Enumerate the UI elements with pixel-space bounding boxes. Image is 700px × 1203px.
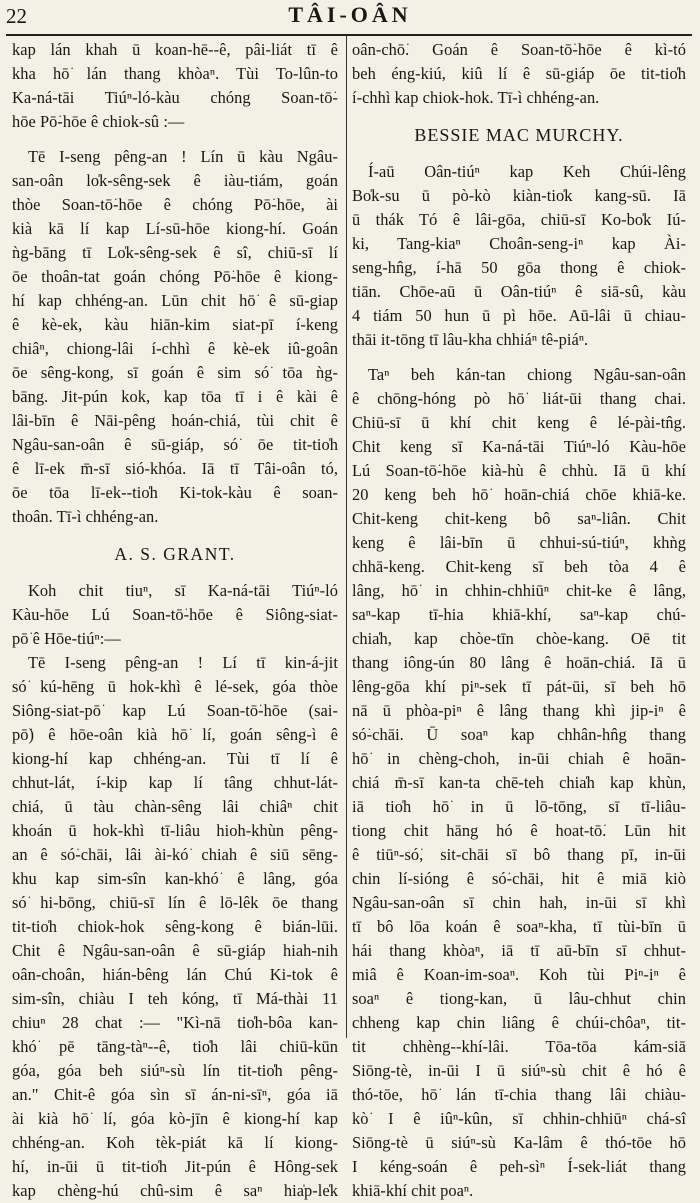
- text-line: ài kià hō͘ lí, góa kò-jīn ê kiong-hí kap: [12, 1109, 338, 1128]
- text-line: só͘-chāi. Ū soaⁿ kap chhân-hn̂g thang: [352, 725, 686, 744]
- text-line: tiong chit hāng hó ê hoat-tō͘. Lūn hit: [352, 821, 686, 840]
- text-line: hō͘ in chèng-choh, in-ūi chiah ê hoān-: [352, 749, 686, 768]
- header-rule: [6, 34, 692, 36]
- text-line: an." Chit-ê góa sìn sī án-ni-sīⁿ, góa iā: [12, 1085, 338, 1104]
- text-line: hōe Pō͘-hōe ê chiok-sû :—: [12, 112, 185, 131]
- text-line: lâng, hō͘ in chhin-chhiūⁿ chit-ke ê lâng,: [352, 581, 686, 600]
- text-line: pō͘) ê hōe-oân kià hō͘ lí, goán sêng-ì ê: [12, 725, 338, 744]
- text-line: kha hō͘ lán thang khòaⁿ. Tùi To-lûn-to: [12, 64, 338, 83]
- page-number: 22: [6, 4, 27, 28]
- text-line: Siōng-tè, in-ūi I ū siúⁿ-sù chit ê hó ê: [352, 1061, 686, 1080]
- text-line: chheng kap chin liâng ê chúi-chôaⁿ, tit-: [352, 1013, 686, 1032]
- text-line: Bo̍k-su ū pò-kò kiàn-tio̍k kang-sū. Iā: [352, 186, 686, 205]
- text-line: ōe thoân-tat goán chóng Pō͘-hōe ê kiong-: [12, 267, 338, 286]
- text-line: chiá m̄-sī kan-ta chē-teh chia̍h kap khùn,: [352, 773, 686, 792]
- text-line: lêng-gōa khí piⁿ-sek tī pát-ūi, sī beh hō͘: [352, 677, 686, 696]
- signature-line: BESSIE MAC MURCHY.: [414, 125, 624, 145]
- text-line: chiuⁿ 28 chat :— "Kì-nā tio̍h-bôa kan-: [12, 1013, 338, 1032]
- text-line: khiā-khí chit poaⁿ.: [352, 1181, 474, 1200]
- text-line: thoân. Tī-ì chhéng-an.: [12, 507, 159, 526]
- text-line: chiâⁿ, chiong-lâi í-chhì ê kè-ek iû-goân: [12, 339, 338, 358]
- text-line: thòe Soan-tō͘-hōe ê chóng Pō͘-hōe, ài: [12, 195, 338, 214]
- text-line: ū thák Tó ê lâi-gōa, chiū-sī Ko-bo̍k Iú-: [352, 210, 686, 229]
- text-line: hí, in-ūi ū tit-tio̍h Jit-pún ê Hông-sek: [12, 1157, 338, 1176]
- text-line: kiong-hí kap chhéng-an. Tùi tī lí ê: [12, 749, 338, 768]
- text-line: chhā-keng. Chit-keng sī beh tòa 4 ê: [352, 557, 686, 576]
- running-title: TÂI-OÂN: [288, 2, 412, 27]
- text-line: ǹg-bāng tī Lo̍k-sêng-sek ê sî, chiū-sī lí: [12, 243, 338, 262]
- text-line: Ka-ná-tāi Tiúⁿ-ló-kàu chóng Soan-tō͘-: [12, 88, 338, 107]
- text-line: tit chhèng--khí-lâi. Tōa-tōa kám-siā: [352, 1037, 686, 1056]
- text-line: khu kap sim-sîn kan-khó͘ ê lâng, góa: [12, 869, 338, 888]
- text-line: oân-chō͘. Goán ê Soan-tō͘-hōe ê kì-tó: [352, 40, 686, 59]
- text-line: í-chhì kap chiok-hok. Tī-ì chhéng-an.: [352, 88, 600, 107]
- text-line: Tē I-seng pêng-an ! Lí tī kin-á-jit: [28, 653, 338, 672]
- text-line: miâ ê Koan-im-soaⁿ. Koh tùi Piⁿ-iⁿ ê: [352, 965, 686, 984]
- text-line: Siōng-tè ū siúⁿ-sù Ka-lâm ê thó-tōe hō͘: [352, 1133, 686, 1152]
- text-line: Lú Soan-tō͘-hōe kià-hù ê chhù. Iā ū khí: [352, 461, 686, 480]
- text-line: soaⁿ ê tiong-kan, ū lâu-chhut chin: [352, 989, 686, 1008]
- left-column: [12, 38, 338, 1203]
- text-line: 20 keng beh hō͘ hoān-chiá chōe khiā-ke.: [352, 485, 686, 504]
- text-line: ê chōng-hóng pò hō͘ liát-ūi thang chai.: [352, 389, 686, 408]
- text-line: pō͘ ê Hōe-tiúⁿ:—: [12, 629, 121, 648]
- text-line: hí kap chhéng-an. Lūn chit hō͘ ê sū-giap: [12, 291, 338, 310]
- text-line: bāng. Jit-pún kok, kap tōa tī i ê kài ê: [12, 387, 338, 406]
- text-line: Kàu-hōe Lú Soan-tō͘-hōe ê Siông-siat-: [12, 605, 338, 624]
- text-line: ōe tōa lī-ek--tio̍h Ki-tok-kàu ê soan-: [12, 483, 338, 502]
- text-line: Tē I-seng pêng-an ! Lín ū kàu Ngâu-: [28, 147, 338, 166]
- text-line: khoán ū hok-khì tī-liâu hioh-khùn pêng-: [12, 821, 338, 840]
- text-line: Ngâu-san-oân ê sū-giáp, só͘ ōe tit-tio̍h: [12, 435, 338, 454]
- text-line: chiá, ū tàu chàn-sêng lâi chiâⁿ chit: [12, 797, 338, 816]
- text-line: thang iông-ún 80 lâng ê hoān-chiá. Iā ū: [352, 653, 686, 672]
- text-line: 4 tiám 50 hun ū pì hōe. Aū-lâi ū chiau-: [352, 306, 686, 325]
- text-line: iā tio̍h hō͘ in ū lō-tōng, sī tī-liâu-: [352, 797, 686, 816]
- text-line: Chiū-sī ū khí chit keng ê lé-pài-tn̂g.: [352, 413, 686, 432]
- text-line: Ngâu-san-oân sī chin hah, in-ūi sī khì: [352, 893, 686, 912]
- text-line: tī bô lōa koán ê soaⁿ-kha, tī tùi-bīn ū: [352, 917, 686, 936]
- text-line: Taⁿ beh kán-tan chiong Ngâu-san-oân: [368, 365, 686, 384]
- text-line: Chit-keng chit-keng bô saⁿ-liân. Chit: [352, 509, 686, 528]
- text-line: thó-tōe, hō͘ lán tī-chia thang lâi chiàu-: [352, 1085, 686, 1104]
- text-line: nā ū phòa-piⁿ ê lâng thang khì jip-iⁿ ê: [352, 701, 686, 720]
- text-line: tiān. Chōe-aū ū Oân-tiúⁿ ê siā-sû, kàu: [352, 282, 686, 301]
- text-line: san-oân lo̍k-sêng-sek ê iàu-tiám, goán: [12, 171, 338, 190]
- text-line: só͘ kú-hēng ū hok-khì ê lé-sek, góa thòe: [12, 677, 338, 696]
- text-line: chia̍h, kap chòe-tīn chòe-kang. Oē tit: [352, 629, 686, 648]
- text-line: Chit ê Ngâu-san-oân ê sū-giáp hiah-nih: [12, 941, 338, 960]
- text-line: thāi it-tōng tī lâu-kha chhiáⁿ tê-piáⁿ.: [352, 330, 589, 349]
- text-line: keng ê lâi-bīn ū chhui-sú-tiúⁿ, khǹg: [352, 533, 686, 552]
- text-line: só͘ hi-bōng, chiū-sī lín ê lō-lêk ōe thang: [12, 893, 338, 912]
- text-line: chhut-lát, í-kip kap lí tâng chhut-lát-: [12, 773, 338, 792]
- text-line: kò͘ I ê iûⁿ-kûn, sī chhin-chhiūⁿ chá-sî: [352, 1109, 686, 1128]
- text-line: khó͘ pē tāng-tàⁿ--ê, tio̍h lâi chiū-kūn: [12, 1037, 338, 1056]
- text-line: seng-hn̂g, í-hā 50 gōa thong ê chiok-: [352, 258, 686, 277]
- text-line: hái thang khòaⁿ, iā tī aū-bīn sī chhut-: [352, 941, 686, 960]
- text-line: tit-tio̍h chiok-hok sêng-kong ê bián-lūi.: [12, 917, 338, 936]
- text-line: Siông-siat-pō͘ kap Lú Soan-tō͘-hōe (sai-: [12, 701, 338, 720]
- column-divider: [346, 36, 347, 1038]
- text-line: I kéng-soán ê peh-sìⁿ Í-sek-liát thang: [352, 1157, 686, 1176]
- text-line: ki, Tang-kiaⁿ Choân-seng-iⁿ kap Ài-: [352, 234, 686, 253]
- text-line: saⁿ-kap tī-hia khiā-khí, saⁿ-kap chú-: [352, 605, 686, 624]
- text-line: kap lán khah ū koan-hē--ê, pâi-liát tī ê: [12, 40, 338, 59]
- right-column: [352, 38, 686, 1203]
- text-line: kap chèng-hú chû-sim ê saⁿ hia̍p-le̍k: [12, 1181, 338, 1200]
- text-line: ê tiūⁿ-só͘, sit-chāi sī bô thang pī, in-ūi: [352, 845, 686, 864]
- text-line: Koh chit tiuⁿ, sī Ka-ná-tāi Tiúⁿ-ló: [28, 581, 338, 600]
- text-line: ê kè-ek, kàu hiān-kim siat-pī í-keng: [12, 315, 338, 334]
- text-line: beh éng-kiú, kiû lí ê sū-giáp ōe tit-tio̍h: [352, 64, 686, 83]
- text-line: lâi-bīn ê Nāi-pêng hoán-chiá, tùi chit ê: [12, 411, 338, 430]
- signature-line: A. S. GRANT.: [114, 544, 236, 564]
- text-line: ōe sêng-kong, sī goán ê sim só͘ tōa ǹg-: [12, 363, 338, 382]
- text-line: kià kā lí kap Lí-sū-hōe kiong-hí. Goán: [12, 219, 338, 238]
- text-line: sim-sîn, chiàu I teh kóng, tī Má-thài 11: [12, 989, 338, 1008]
- text-line: Chit keng sī Ka-ná-tāi Tiúⁿ-ló Kàu-hōe: [352, 437, 686, 456]
- text-line: an ê só͘-chāi, lâi ài-kó͘ chiah ê siū sēng-: [12, 845, 338, 864]
- text-line: oân-choân, hián-bêng lán Chú Ki-tok ê: [12, 965, 338, 984]
- text-line: Í-aū Oân-tiúⁿ kap Keh Chúi-lêng: [368, 162, 686, 181]
- text-line: góa, góa beh siúⁿ-sù lín tit-tio̍h pêng-: [12, 1061, 338, 1080]
- text-line: chin lí-sióng ê só͘-chāi, hit ê miā kiò: [352, 869, 686, 888]
- text-line: ê lī-ek m̄-sī sió-khóa. Iā tī Tâi-oân tó,: [12, 459, 338, 478]
- text-line: chhéng-an. Koh tèk-piát kā lí kiong-: [12, 1133, 338, 1152]
